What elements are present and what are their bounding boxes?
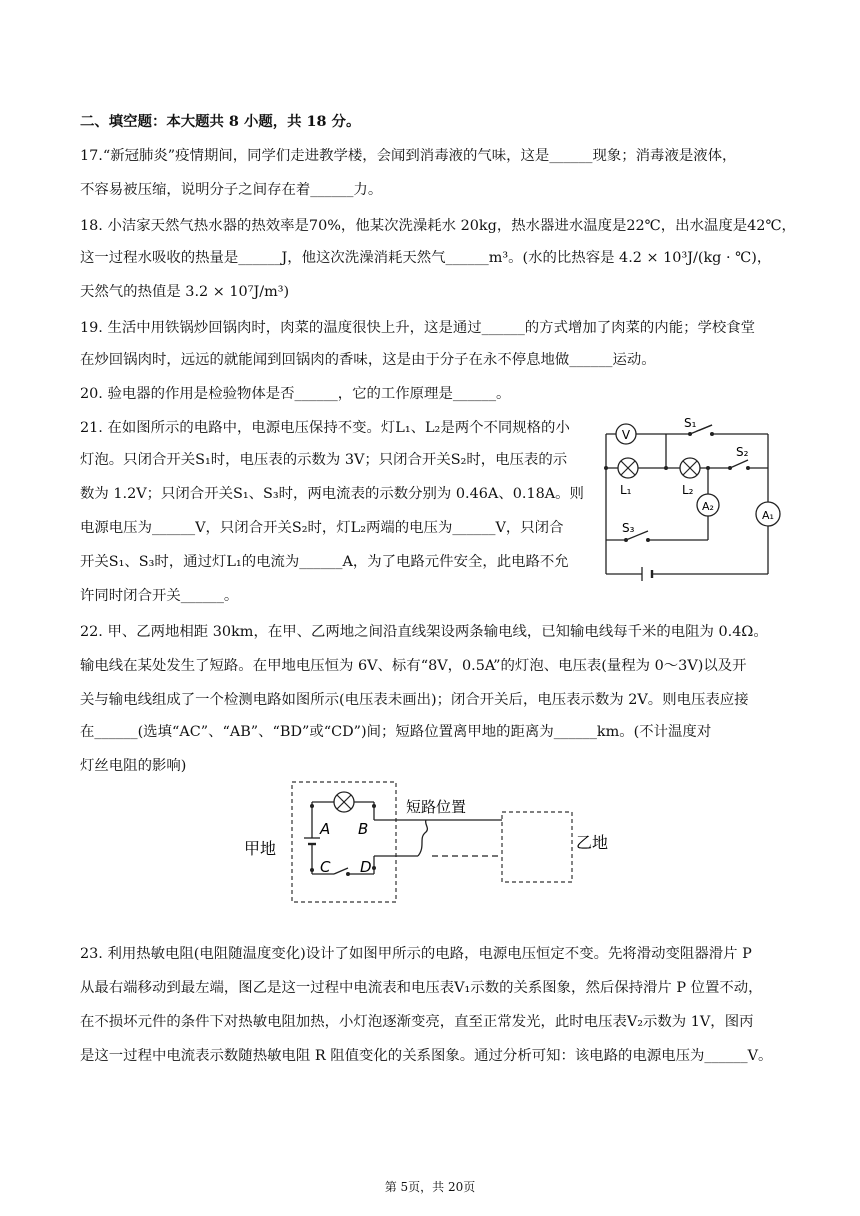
lamp-l2-icon bbox=[680, 458, 700, 478]
q22-line-3: 关与输电线组成了一个检测电路如图所示(电压表未画出)；闭合开关后，电压表示数为 2V。则电压表应接 bbox=[80, 692, 749, 708]
q21-line-1: 21. 在如图所示的电路中，电源电压保持不变。灯L₁、L₂是两个不同规格的小 bbox=[80, 420, 570, 436]
q23-line-1: 23. 利用热敏电阻(电阻随温度变化)设计了如图甲所示的电路，电源电压恒定不变。先将滑动变阻器滑片 P bbox=[80, 946, 752, 962]
point-b-label: B bbox=[358, 820, 369, 838]
q18-line-3: 天然气的热值是 3.2 × 10⁷J/m³) bbox=[80, 284, 290, 300]
lamp-icon bbox=[334, 792, 354, 812]
q19-line-2: 在炒回锅肉时，远远的就能闻到回锅肉的香味，这是由于分子在永不停息地做______运动。 bbox=[80, 352, 656, 368]
page-footer: 第 5页，共 20页 bbox=[384, 1180, 476, 1194]
q18-line-1: 18. 小洁家天然气热水器的热效率是70%，他某次洗澡耗水 20kg，热水器进水温度是22℃，出水温度是42℃， bbox=[80, 218, 796, 234]
q20-line: 20. 验电器的作用是检验物体是否______，它的工作原理是______。 bbox=[80, 386, 511, 402]
q23-line-2: 从最右端移动到最左端，图乙是这一过程中电流表和电压表V₁示数的关系图象，然后保持滑片 P 位置不动， bbox=[80, 980, 763, 996]
q21-line-6: 许同时闭合开关______。 bbox=[80, 588, 239, 604]
q17-line-2: 不容易被压缩，说明分子之间存在着______力。 bbox=[80, 182, 383, 198]
q21-circuit-diagram bbox=[598, 414, 786, 586]
short-position-label: 短路位置 bbox=[406, 798, 467, 816]
a2-label: A₂ bbox=[702, 500, 714, 513]
q18-line-2: 这一过程水吸收的热量是______J，他这次洗澡消耗天然气______m³。(水的比热容是 4.2 × 10³J/(kg · ℃)， bbox=[80, 250, 772, 266]
q21-line-2: 灯泡。只闭合开关S₁时，电压表的示数为 3V；只闭合开关S₂时，电压表的示 bbox=[80, 452, 568, 468]
q21-line-5: 开关S₁、S₃时，通过灯L₁的电流为______A，为了电路元件安全，此电路不允 bbox=[80, 554, 569, 570]
voltmeter-label: V bbox=[621, 428, 631, 442]
l1-label: L₁ bbox=[620, 483, 632, 497]
l2-label: L₂ bbox=[682, 483, 694, 497]
s3-label: S₃ bbox=[622, 521, 635, 535]
q21-line-4: 电源电压为______V，只闭合开关S₂时，灯L₂两端的电压为______V，只闭合 bbox=[80, 520, 564, 536]
a1-label: A₁ bbox=[762, 509, 774, 522]
yi-label: 乙地 bbox=[576, 833, 609, 852]
q19-line-1: 19. 生活中用铁锅炒回锅肉时，肉菜的温度很快上升，这是通过______的方式增加了肉菜的内能；学校食堂 bbox=[80, 320, 756, 336]
point-c-label: C bbox=[320, 858, 331, 876]
section-title: 二、填空题：本大题共 8 小题，共 18 分。 bbox=[80, 113, 361, 130]
q21-line-3: 数为 1.2V；只闭合开关S₁、S₃时，两电流表的示数分别为 0.46A、0.18A。则 bbox=[80, 486, 584, 502]
point-d-label: D bbox=[360, 858, 372, 876]
q22-detection-circuit bbox=[240, 776, 620, 908]
s2-label: S₂ bbox=[736, 445, 749, 459]
point-a-label: A bbox=[320, 820, 331, 838]
q22-line-5: 灯丝电阻的影响) bbox=[80, 758, 187, 774]
q22-line-4: 在______(选填“AC”、“AB”、“BD”或“CD”)间；短路位置离甲地的距离为______km。(不计温度对 bbox=[80, 724, 712, 740]
yi-station-box bbox=[502, 812, 572, 882]
s1-label: S₁ bbox=[684, 416, 697, 430]
q17-line-1: 17.“新冠肺炎”疫情期间，同学们走进教学楼，会闻到消毒液的气味，这是______现象；消毒液是液体， bbox=[80, 148, 737, 164]
q23-line-4: 是这一过程中电流表示数随热敏电阻 R 阻值变化的关系图象。通过分析可知：该电路的电源电压为______V。 bbox=[80, 1048, 773, 1064]
q23-line-3: 在不损坏元件的条件下对热敏电阻加热，小灯泡逐渐变亮，直至正常发光，此时电压表V₂示数为 1V，图丙 bbox=[80, 1014, 754, 1030]
jia-label: 甲地 bbox=[244, 839, 277, 858]
lamp-l1-icon bbox=[618, 458, 638, 478]
q22-line-1: 22. 甲、乙两地相距 30km，在甲、乙两地之间沿直线架设两条输电线，已知输电线每千米的电阻为 0.4Ω。 bbox=[80, 624, 768, 640]
q22-line-2: 输电线在某处发生了短路。在甲地电压恒为 6V、标有“8V，0.5A”的灯泡、电压表(量程为 0～3V)以及开 bbox=[80, 658, 747, 674]
